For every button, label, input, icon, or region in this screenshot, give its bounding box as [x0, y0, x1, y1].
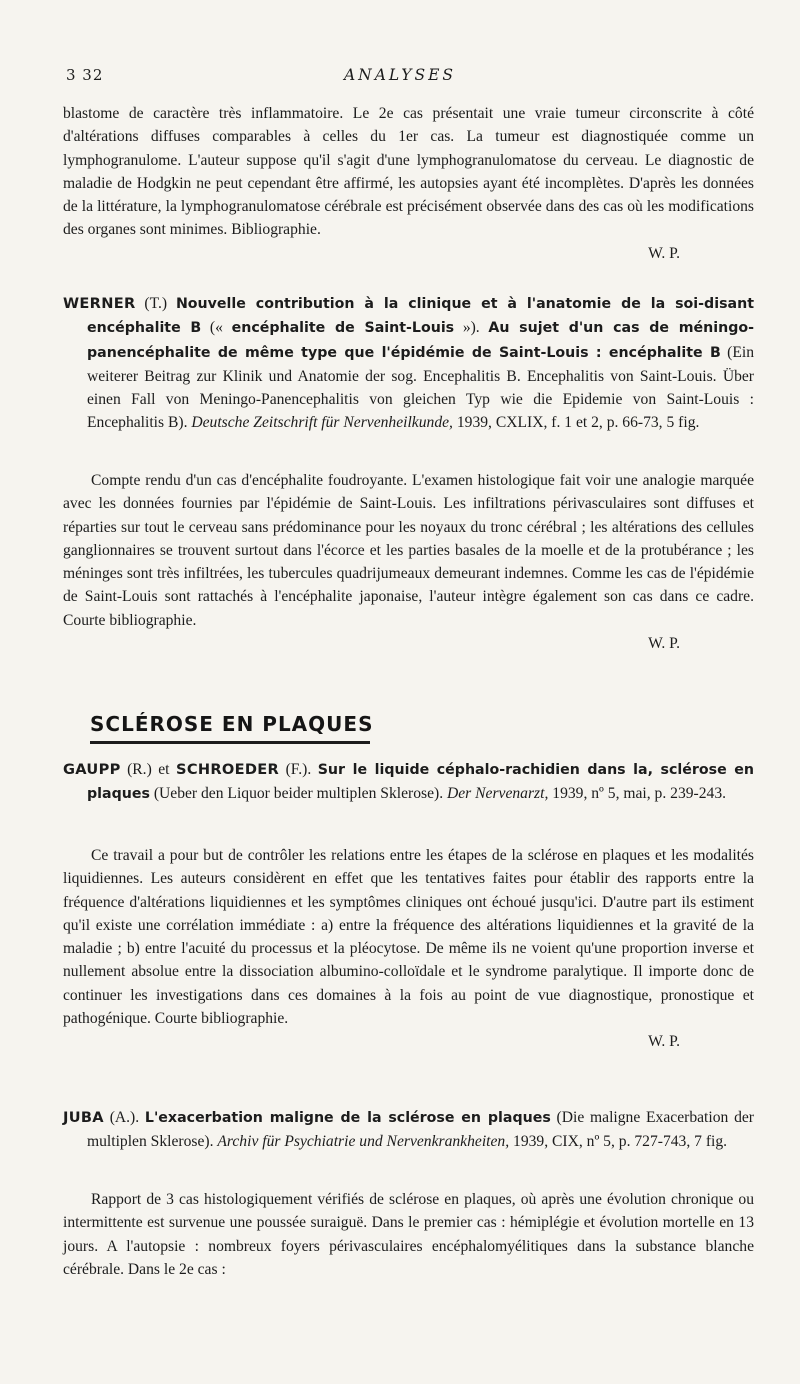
entry-werner-author: WERNER [63, 295, 136, 312]
entry-werner-body [63, 469, 754, 655]
continuation-signature: W. P. [648, 244, 680, 262]
section-rule [90, 741, 370, 744]
entry-gaupp-summary [63, 844, 754, 1054]
entry-werner-body-text: Compte rendu d'un cas d'encéphalite foudroyante. L'examen histologique fait voir une analogie marquée avec les données fournies par l'épidémie de Saint-Louis. Les infiltrations périvasculaires sont diffuses et réparties sur tout le cerveau sans prédominance pour les noyaux du tronc cérébral ; les altérations des cellules ganglionnaires se trouvent surtout dans l'écorce et les parties basales de la moelle et de la protubérance ; les méninges sont très infiltrées, les tubercules quadrijumeaux demeurant indemnes. Comme les cas de l'épidémie de Saint-Louis sont rattachés à l'encéphalite japonaise, l'auteur intègre également son cas dans ce cadre. Courte bibliographie. [63, 472, 754, 629]
entry-werner-title-part2: encéphalite de Saint-Louis [231, 320, 455, 337]
entry-werner-title-part3: Au sujet d'un cas de méningo-panencéphalite de même type que l'épidémie de Saint-Louis : encéphalite B [87, 320, 754, 361]
entry-werner-title-open: (« [209, 319, 223, 337]
entry-juba-body: Rapport de 3 cas histologiquement vérifiés de sclérose en plaques, où après une évolution chronique ou intermittente est survenue une poussée suraiguë. Dans le premier cas : hémiplégie et évolution mortelle en 13 jours. A l'autopsie : nombreux foyers périvasculaires encéphalomyélitiques dans la substance blanche cérébrale. Dans le 2e cas : [63, 1191, 754, 1278]
entry-gaupp-heading [63, 758, 754, 807]
entry-gaupp-initials1: (R.) [127, 761, 152, 778]
entry-gaupp [63, 758, 754, 807]
entry-gaupp-signature: W. P. [648, 1033, 680, 1051]
entry-juba-initials: (A.). [109, 1109, 140, 1126]
entry-gaupp-body-text: Ce travail a pour but de contrôler les relations entre les étapes de la sclérose en plaques et les modalités liquidiennes. Les auteurs considèrent en effet que les tentatives faites pour établir des rapports entre la fréquence d'altérations liquidiennes et les symptômes cliniques ont échoué jusqu'ici. D'autre part ils estiment qu'il existe une corrélation immédiate : a) entre la fréquence des altérations liquidiennes et la gravité de la maladie ; b) entre l'acuité du processus et la pléocytose. De même ils ne voient qu'une proportion inverse et nullement absolue entre la dissociation albumino-colloïdale et le syndrome paralytique. Il importe donc de continuer les investigations dans ces domaines à la fois au point de vue diagnostique, pronostique et pathogénique. Courte bibliographie. [63, 847, 754, 1028]
entry-werner-initials: (T.) [144, 295, 168, 312]
running-head [66, 66, 734, 90]
entry-werner-summary [63, 469, 754, 655]
continuation-paragraph [63, 102, 754, 265]
entry-werner-signature: W. P. [648, 635, 680, 653]
entry-juba-title: L'exacerbation maligne de la sclérose en plaques [144, 1110, 551, 1126]
section-title: SCLÉROSE EN PLAQUES [90, 712, 374, 736]
entry-werner-title-close: »). [462, 319, 480, 337]
entry-werner-citation: 1939, CXLIX, f. 1 et 2, p. 66-73, 5 fig. [456, 414, 700, 432]
entry-gaupp-body [63, 844, 754, 1054]
entry-gaupp-conj: et [158, 761, 170, 778]
entry-gaupp-author1: GAUPP [63, 761, 121, 778]
entry-juba-heading [63, 1106, 754, 1154]
entry-juba-author: JUBA [63, 1109, 104, 1126]
entry-gaupp-citation: 1939, nº 5, mai, p. 239-243. [552, 785, 727, 803]
entry-werner-heading [63, 292, 754, 435]
entry-werner-german-title: (Ein weiterer Beitrag zur Klinik und Anatomie der sog. Encephalitis B. Encephalitis von Saint-Louis. Über einen Fall von Meningo-Panencephalitis von gleichen Typ wie die Epidemie von Saint-Louis : Encephalitis B). [87, 343, 754, 432]
continuation-text: blastome de caractère très inflammatoire. Le 2e cas présentait une vraie tumeur circonscrite à côté d'altérations diffuses comparables à celles du 1er cas. La tumeur est diagnostiquée comme un lymphogranulome. L'auteur suppose qu'il s'agit d'une lymphogranulomatose du cerveau. Le diagnostic de maladie de Hodgkin ne peut cependant être affirmé, les autopsies ayant été incomplètes. D'après les données de la littérature, la lymphogranulomatose cérébrale est précisément observée dans des cas où les modifications des organes sont minimes. Bibliographie. [63, 105, 754, 239]
entry-juba-german-title: (Die maligne Exacerbation der multiplen Sklerose). [87, 1109, 754, 1151]
entry-juba [63, 1106, 754, 1154]
entry-gaupp-initials2: (F.). [285, 761, 312, 778]
entry-gaupp-journal: Der Nervenarzt, [447, 785, 549, 803]
entry-juba-journal: Archiv für Psychiatrie und Nervenkrankheiten, [217, 1133, 510, 1151]
entry-juba-citation: 1939, CIX, nº 5, p. 727-743, 7 fig. [513, 1133, 728, 1151]
entry-gaupp-german-title: (Ueber den Liquor beider multiplen Sklerose). [153, 785, 444, 803]
entry-juba-summary [63, 1188, 754, 1281]
entry-werner [63, 292, 754, 435]
entry-werner-title-part1: Nouvelle contribution à la clinique et à l'anatomie de la soi-disant encéphalite B [87, 296, 754, 337]
entry-werner-journal: Deutsche Zeitschrift für Nervenheilkunde, [191, 414, 453, 432]
page-number: 3 32 [66, 66, 104, 84]
entry-gaupp-author2: SCHROEDER [176, 761, 280, 778]
continuation-block [63, 102, 754, 265]
entry-gaupp-title: Sur le liquide céphalo-rachidien dans la, sclérose en plaques [87, 762, 754, 803]
running-title: ANALYSES [343, 66, 457, 84]
